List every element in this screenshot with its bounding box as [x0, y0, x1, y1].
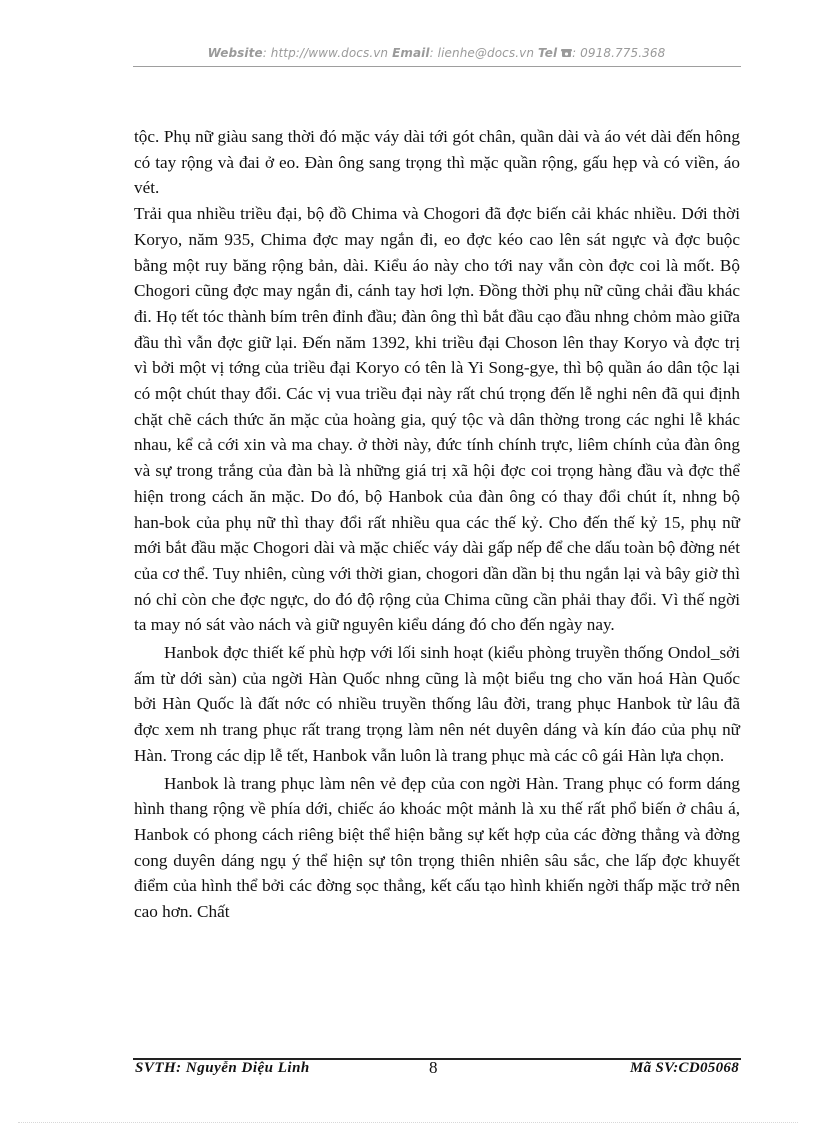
tel-value: : 0918.775.368 [572, 46, 666, 60]
document-body [134, 124, 740, 925]
footer-author: SVTH: Nguyễn Diệu Linh [135, 1060, 310, 1076]
paragraph-3: Hanbok đợc thiết kế phù hợp với lối sinh hoạt (kiểu phòng truyền thống Ondol_sởi ấm từ dới sàn) của ngời Hàn Quốc nhng cũng là một biểu tng cho văn hoá Hàn Quốc bởi Hàn Quốc là đất nớc có nhiều truyền thống lâu đời, trang phục Hanbok từ lâu đã đợc xem nh trang phục rất trang trọng làm nên nét duyên dáng và kín đáo của phụ nữ Hàn. Trong các dịp lễ tết, Hanbok vẫn luôn là trang phục mà các cô gái Hàn lựa chọn. [134, 643, 740, 765]
phone-icon [561, 46, 572, 60]
header-divider [133, 66, 741, 67]
website-label: Website [207, 46, 263, 60]
email-value: : lienhe@docs.vn [429, 46, 535, 60]
paragraph-4: Hanbok là trang phục làm nên vẻ đẹp của con ngời Hàn. Trang phục có form dáng hình thang rộng về phía dới, chiếc áo khoác một mảnh là xu thế rất phổ biến ở châu á, Hanbok có phong cách riêng biệt thể hiện bằng sự kết hợp của các đờng thẳng và đờng cong duyên dáng ngụ ý thể hiện sự tôn trọng thiên nhiên sâu sắc, che lấp đợc khuyết điểm của hình thể bởi các đờng sọc thẳng, kết cấu tạo hình khiến ngời thấp mặc trở nên cao hơn. Chất [134, 773, 740, 922]
footer-student-id: Mã SV:CD05068 [629, 1060, 739, 1076]
paragraph-2: Trải qua nhiều triều đại, bộ đồ Chima và Chogori đã đợc biến cải khác nhiều. Dới thời Koryo, năm 935, Chima đợc may ngắn đi, eo đợc kéo cao lên sát ngực và đợc buộc bằng một ruy băng rộng bản, dài. Kiểu áo này cho tới nay vẫn còn đợc coi là mốt. Bộ Chogori cũng đợc may ngắn đi, cánh tay hơi lợn. Đồng thời phụ nữ cũng chải đầu khác đi. Họ tết tóc thành bím trên đỉnh đầu; đàn ông thì bắt đầu cạo đầu nhng chỏm mào giữa đầu thì vẫn đợc giữ lại. Đến năm 1392, khi triều đại Choson lên thay Koryo và đợc trị vì bởi một vị tớng của triều đại Koryo có tên là Yi Song-gye, thì bộ quần áo dân tộc lại có một chút thay đổi. Các vị vua triều đại này rất chú trọng đến lễ nghi nên đã qui định chặt chẽ cách thức ăn mặc của hoàng gia, quý tộc và dân thờng trong các nghi lễ khác nhau, kể cả cới xin và ma chay. ở thời này, đức tính chính trực, liêm chính của đàn ông và sự trong trắng của đàn bà là những giá trị xã hội đợc coi trọng hàng đầu và đợc thể hiện trong cách ăn mặc. Do đó, bộ Hanbok của đàn ông có thay đổi chút ít, nhng bộ han-bok của phụ nữ thì thay đổi rất nhiều qua các thế kỷ. Cho đến thế kỷ 15, phụ nữ mới bắt đầu mặc Chogori dài và mặc chiếc váy dài gấp nếp để che dấu toàn bộ đờng nét của cơ thể. Tuy nhiên, cùng với thời gian, chogori dần dần bị thu ngắn lại và bây giờ thì nó chỉ còn che đợc ngực, do đó độ rộng của Chima cũng cần phải thay đổi. Vì thế ngời ta may nó sát vào nách và giữ nguyên kiểu dáng đó cho đến ngày nay. [134, 204, 740, 635]
paragraph-1: tộc. Phụ nữ giàu sang thời đó mặc váy dài tới gót chân, quần dài và áo vét dài đến hông có tay rộng và đai ở eo. Đàn ông sang trọng thì mặc quần rộng, gấu hẹp và có viền, áo vét. [134, 127, 740, 198]
page-number: 8 [429, 1058, 438, 1077]
page-footer [133, 1060, 741, 1084]
email-label: Email [392, 46, 430, 60]
page-header [133, 46, 740, 60]
tel-label: Tel [537, 46, 558, 60]
website-value: : http://www.docs.vn [262, 46, 389, 60]
